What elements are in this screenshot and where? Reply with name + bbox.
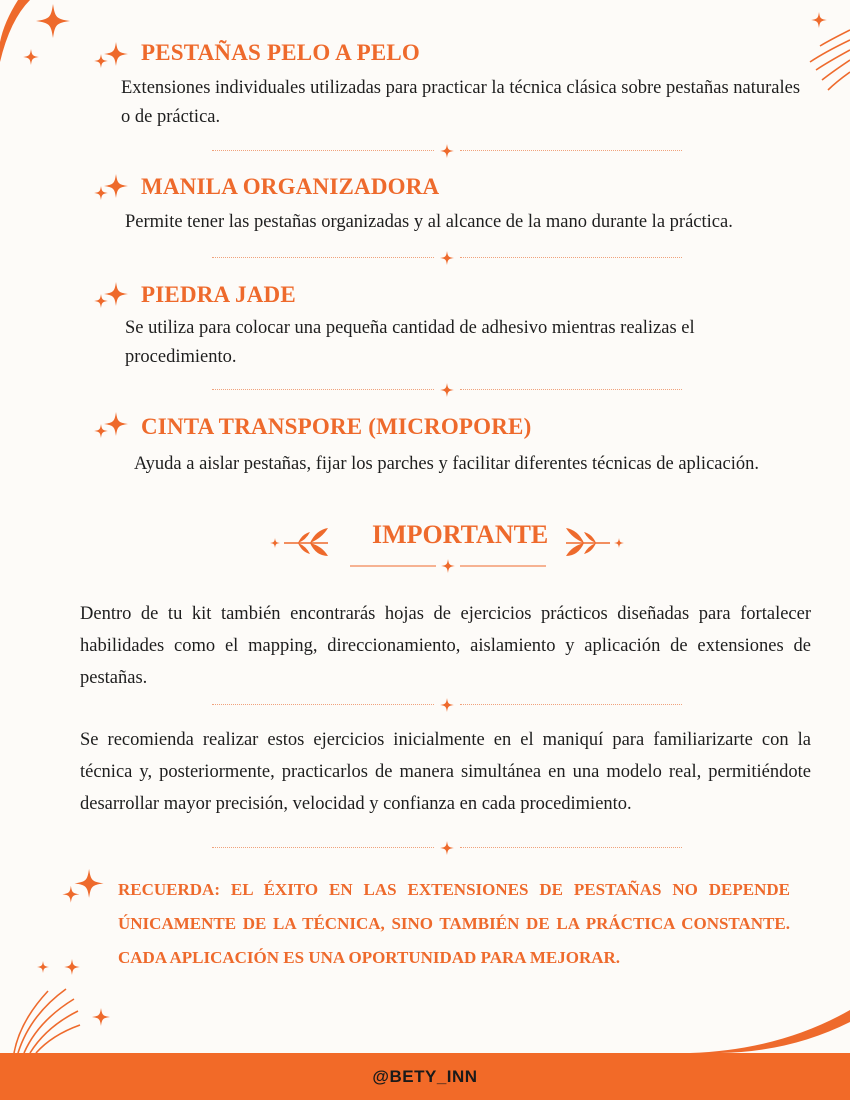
divider <box>212 251 682 265</box>
section-body-manila: Permite tener las pestañas organizadas y al alcance de la mano durante la práctica. <box>125 212 733 232</box>
important-title: IMPORTANTE <box>372 520 549 549</box>
corner-decoration-bottom-left <box>0 955 120 1055</box>
divider <box>212 841 682 855</box>
corner-decoration-bottom-right <box>690 1000 850 1053</box>
divider <box>212 144 682 158</box>
important-paragraph-2: Se recomienda realizar estos ejercicios inicialmente en el maniquí para familiarizarte con la técnica y, posteriormente, practicarlos de manera simultánea en una modelo real, permitiéndote desarrollar mayor precisión, velocidad y confianza en cada procedimiento. <box>80 730 811 814</box>
divider <box>212 383 682 397</box>
section-body-cinta: Ayuda a aislar pestañas, fijar los parches y facilitar diferentes técnicas de aplicación. <box>134 454 759 474</box>
sparkle-icon <box>92 38 130 72</box>
section-title-manila: MANILA ORGANIZADORA <box>141 174 440 199</box>
section-title-cinta: CINTA TRANSPORE (MICROPORE) <box>141 414 532 439</box>
sparkle-icon <box>60 866 106 908</box>
important-underline <box>350 558 546 574</box>
social-handle: @BETY_INN <box>372 1066 478 1086</box>
leaf-ornament-left-icon <box>270 524 334 558</box>
section-body-piedra: Se utiliza para colocar una pequeña cantidad de adhesivo mientras realizas el procedimiento. <box>125 318 695 367</box>
leaf-ornament-right-icon <box>560 524 624 558</box>
corner-decoration-top-left <box>0 0 90 80</box>
section-title-piedra: PIEDRA JADE <box>141 282 296 307</box>
section-body-pestanas: Extensiones individuales utilizadas para practicar la técnica clásica sobre pestañas naturales o de práctica. <box>121 78 801 127</box>
important-paragraph-1: Dentro de tu kit también encontrarás hojas de ejercicios prácticos diseñadas para fortalecer habilidades como el mapping, direccionamiento, aislamiento y aplicación de extensiones de pestañas. <box>80 604 811 688</box>
footer-bar <box>0 1053 850 1100</box>
reminder-text: RECUERDA: EL ÉXITO EN LAS EXTENSIONES DE PESTAÑAS NO DEPENDE ÚNICAMENTE DE LA TÉCNICA, SINO TAMBIÉN DE LA PRÁCTICA CONSTANTE. CADA APLICACIÓN ES UNA OPORTUNIDAD PARA MEJORAR. <box>118 880 790 967</box>
sparkle-icon <box>92 278 130 312</box>
divider <box>212 698 682 712</box>
sparkle-icon <box>92 170 130 204</box>
sparkle-icon <box>92 408 130 442</box>
section-title-pestanas: PESTAÑAS PELO A PELO <box>141 40 421 65</box>
